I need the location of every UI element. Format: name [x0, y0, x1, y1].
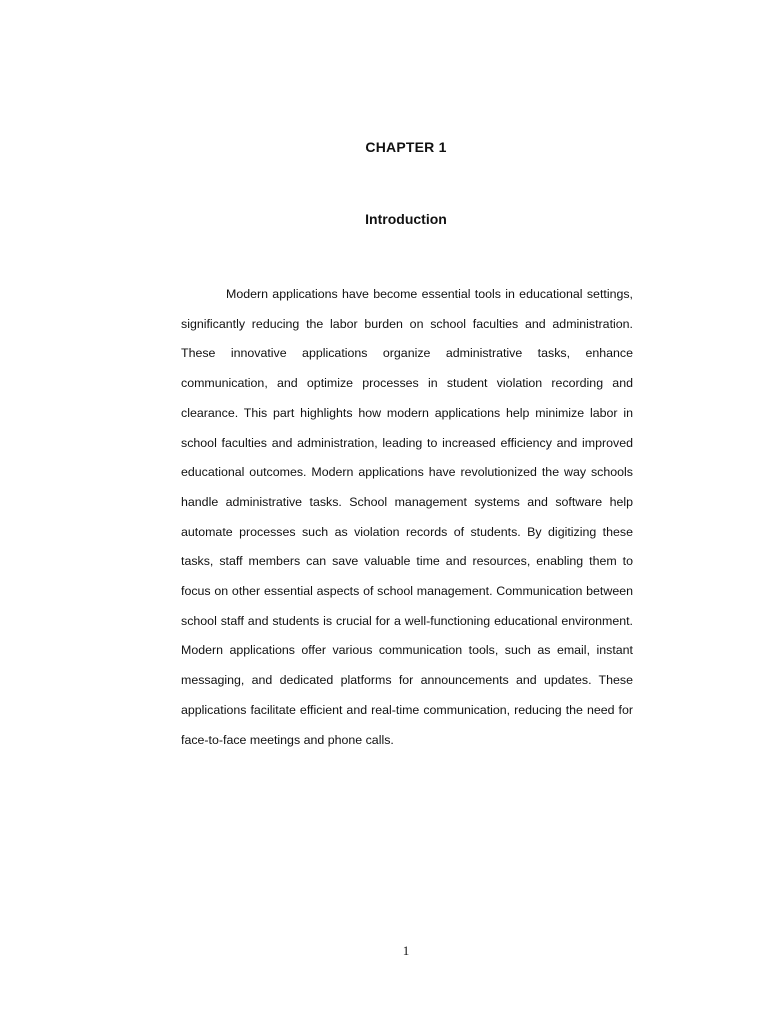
body-paragraph: Modern applications have become essential tools in educational settings, significantly reducing the labor burden on school faculties and administration. These innovative applications organize administrative tasks, enhance communication, and optimize processes in student violation recording and clearance. This part highlights how modern applications help minimize labor in school faculties and administration, leading to increased efficiency and improved educational outcomes. Modern applications have revolutionized the way schools handle administrative tasks. School management systems and software help automate processes such as violation records of students. By digitizing these tasks, staff members can save valuable time and resources, enabling them to focus on other essential aspects of school management. Communication between school staff and students is crucial for a well-functioning educational environment. Modern applications offer various communication tools, such as email, instant messaging, and dedicated platforms for announcements and updates. These applications facilitate efficient and real-time communication, reducing the need for face-to-face meetings and phone calls.	[181, 287, 633, 747]
chapter-heading: CHAPTER 1	[365, 139, 447, 155]
section-title: Introduction	[365, 211, 447, 227]
page-number: 1	[402, 943, 410, 958]
